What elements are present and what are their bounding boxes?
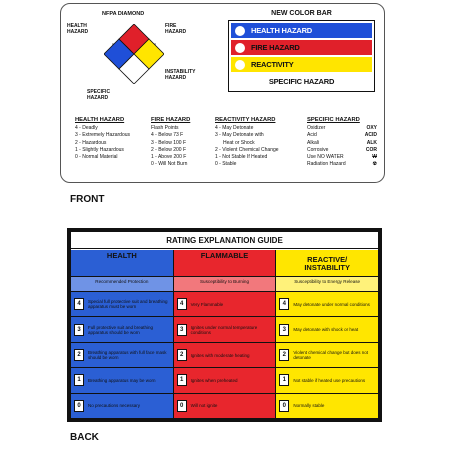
reactivity-hazard-column <box>215 117 305 168</box>
list-item: 1 - Not Stable If Heated <box>215 154 268 161</box>
table-row: 0 No precautions necessary <box>71 394 173 418</box>
health-hazard-column <box>75 117 145 161</box>
table-row: 1 Ignites when preheated <box>174 368 276 393</box>
rating-guide <box>71 232 378 418</box>
fire-column-heading: FIRE HAZARD <box>151 117 191 123</box>
reactive-heading-line-2: INSTABILITY <box>304 263 351 272</box>
table-row: 1 Breathing apparatus may be worn <box>71 368 173 393</box>
list-item: 3 - Extremely Hazardous <box>75 132 131 139</box>
list-item: 1 - Above 200 F <box>151 154 187 161</box>
color-bar-specific <box>231 74 372 89</box>
reactivity-column-heading: REACTIVITY HAZARD <box>215 117 276 123</box>
guide-title: RATING EXPLANATION GUIDE <box>71 232 378 249</box>
specific-hazard-column <box>307 117 377 168</box>
circle-icon <box>235 60 245 70</box>
fire-hazard-column <box>151 117 215 168</box>
list-item: Acid ACID <box>307 132 377 139</box>
health-guide-heading: HEALTH <box>71 250 173 277</box>
table-row: 0 Normally stable <box>276 394 378 418</box>
list-item: 2 - Hazardous <box>75 139 107 146</box>
fire-hazard-label: FIRE HAZARD <box>165 23 187 35</box>
health-guide-subheading: Recommended Protection <box>71 277 173 292</box>
color-bar-title: NEW COLOR BAR <box>271 10 332 17</box>
diamond-title: NFPA DIAMOND <box>102 11 145 17</box>
circle-icon <box>235 43 245 53</box>
color-bar-health <box>231 23 372 38</box>
no-water-icon: W <box>372 154 377 161</box>
list-item: Heat or Shock <box>223 139 255 146</box>
table-row: 3 May detonate with shock or heat <box>276 317 378 342</box>
instability-hazard-label: INSTABILITY HAZARD <box>165 69 196 81</box>
circle-icon <box>235 26 245 36</box>
table-row: 2 Breathing apparatus with full face mask should be worn <box>71 343 173 368</box>
list-item: Alkali ALK <box>307 139 377 146</box>
list-item: 3 - May Detonate with <box>215 132 264 139</box>
color-bar-health-label: HEALTH HAZARD <box>251 26 313 35</box>
list-item: Oxidizer OXY <box>307 125 377 132</box>
specific-hazard-label: SPECIFIC HAZARD <box>87 89 111 101</box>
list-item: 0 - Normal Material <box>75 154 118 161</box>
color-bar-reactivity-label: REACTIVITY <box>251 60 294 69</box>
table-row: 3 Ignites under normal temperature conditions <box>174 317 276 342</box>
table-row: 2 Ignites with moderate heating <box>174 343 276 368</box>
list-item: Use NO WATER W <box>307 154 377 161</box>
front-card <box>60 3 385 183</box>
color-bar-reactivity <box>231 57 372 72</box>
color-bar-fire <box>231 40 372 55</box>
front-label: FRONT <box>70 194 105 205</box>
table-row: 4 Special full protective suit and breathing apparatus must be worn <box>71 292 173 317</box>
list-item: 4 - May Detonate <box>215 125 254 132</box>
color-bar-fire-label: FIRE HAZARD <box>251 43 300 52</box>
table-row: 0 Will not ignite <box>174 394 276 418</box>
reactive-guide-column <box>276 250 378 418</box>
new-color-bar <box>228 10 375 92</box>
flammable-guide-column <box>174 250 277 418</box>
color-bar-specific-label: SPECIFIC HAZARD <box>268 77 335 86</box>
table-row: 2 Violent chemical change but does not detonate <box>276 343 378 368</box>
color-bar-box <box>228 20 375 92</box>
table-row: 4 Very Flammable <box>174 292 276 317</box>
list-item: Corrosive COR <box>307 146 377 153</box>
reactive-heading-line-1: REACTIVE/ <box>307 255 348 264</box>
back-card <box>67 228 382 422</box>
list-item: 4 - Deadly <box>75 125 98 132</box>
list-item: 3 - Below 100 F <box>151 139 187 146</box>
list-item: 0 - Stable <box>215 161 237 168</box>
list-item: 1 - Slightly Hazardous <box>75 146 124 153</box>
back-label: BACK <box>70 432 99 443</box>
table-row: 4 May detonate under normal conditions <box>276 292 378 317</box>
guide-columns <box>71 250 378 418</box>
health-column-heading: HEALTH HAZARD <box>75 117 125 123</box>
health-hazard-label: HEALTH HAZARD <box>67 23 89 35</box>
list-item: 2 - Violent Chemical Change <box>215 146 279 153</box>
list-item: 4 - Below 73 F <box>151 132 184 139</box>
health-guide-column <box>71 250 174 418</box>
table-row: 1 Not stable if heated use precautions <box>276 368 378 393</box>
list-item: 0 - Will Not Burn <box>151 161 188 168</box>
reactive-guide-subheading: Susceptibility to Energy Release <box>276 277 378 292</box>
list-item: Flash Points <box>151 125 179 132</box>
flammable-guide-heading: FLAMMABLE <box>174 250 276 277</box>
reactive-guide-heading <box>276 250 378 277</box>
nfpa-diamond-icon <box>104 24 164 84</box>
radiation-icon: ☢ <box>372 161 377 168</box>
specific-column-heading: SPECIFIC HAZARD <box>307 117 360 123</box>
list-item: 2 - Below 200 F <box>151 146 187 153</box>
flammable-guide-subheading: Susceptibility to Burning <box>174 277 276 292</box>
list-item: Radiation Hazard ☢ <box>307 161 377 168</box>
table-row: 3 Full protective suit and breathing apparatus should be worn <box>71 317 173 342</box>
